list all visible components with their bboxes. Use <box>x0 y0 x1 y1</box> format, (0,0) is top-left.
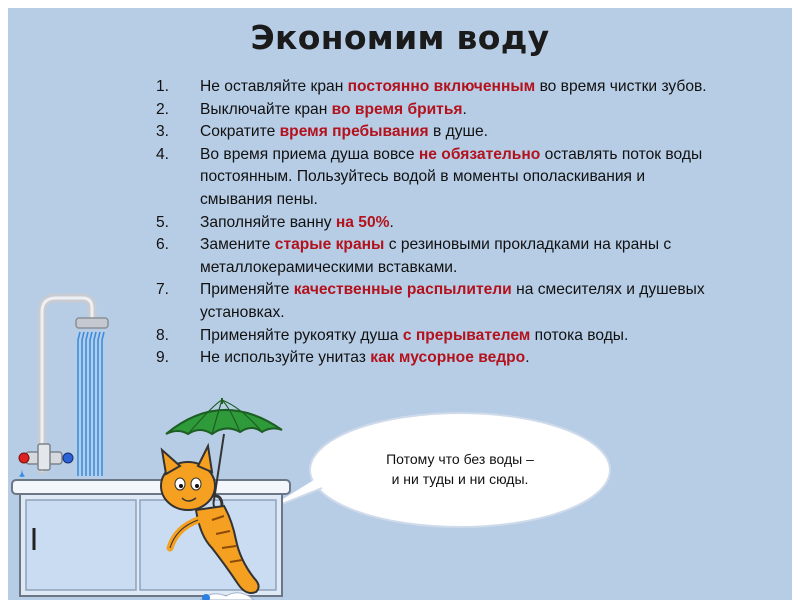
tip-number: 8. <box>156 326 170 344</box>
tip-highlight: не обязательно <box>418 145 541 163</box>
tip-text: с резиновыми прокладками на краны с <box>384 236 672 254</box>
tip-highlight: во время бритья <box>331 100 463 118</box>
water-stream-line <box>102 332 104 476</box>
water-stream <box>78 332 104 476</box>
water-stream-line <box>86 332 88 476</box>
tip-text: . <box>389 213 394 231</box>
tip-text: во время чистки зубов. <box>535 78 707 95</box>
tip-highlight: время пребывания <box>279 123 429 141</box>
tip-text: . <box>525 349 530 367</box>
tip-number: 2. <box>156 100 170 118</box>
tip-number: 6. <box>156 236 170 254</box>
tip-highlight: на 50% <box>335 213 390 231</box>
tip-text: Применяйте рукоятку душа <box>200 326 403 344</box>
tip-text: Применяйте <box>200 281 294 299</box>
tip-number: 1. <box>156 78 170 95</box>
tip-text: оставлять поток воды <box>540 145 703 163</box>
tip-highlight: как мусорное ведро <box>370 349 526 367</box>
tip-text: Не используйте унитаз <box>200 349 371 367</box>
tip-number: 4. <box>156 145 170 163</box>
water-stream-line <box>98 332 100 476</box>
tip-highlight: старые краны <box>274 236 385 254</box>
tip-text: смывания пены. <box>200 190 318 208</box>
tip-number: 3. <box>156 123 170 141</box>
tip-text: Во время приема душа вовсе <box>200 145 419 163</box>
slide-title: Экономим воду <box>250 18 550 57</box>
tip-text: Выключайте кран <box>200 100 332 118</box>
tip-text: Не оставляйте кран <box>200 78 348 95</box>
tip-text: установках. <box>200 303 285 321</box>
tip-number: 9. <box>156 349 170 367</box>
tip-text: на смесителях и душевых <box>511 281 705 299</box>
tip-text: в душе. <box>428 123 489 141</box>
water-stream-line <box>82 332 84 476</box>
shower-head <box>76 318 108 328</box>
tip-number: 5. <box>156 213 170 231</box>
tip-text: Заполняйте ванну <box>200 213 336 231</box>
tip-text: Сократите <box>200 123 280 141</box>
tip-text: . <box>462 100 467 118</box>
tip-highlight: качественные распылители <box>293 281 512 299</box>
water-stream-line <box>78 332 80 476</box>
water-stream-line <box>90 332 92 476</box>
tip-text: Замените <box>200 236 275 254</box>
tip-number: 7. <box>156 281 170 299</box>
water-stream-line <box>94 332 96 476</box>
tip-text: металлокерамическими вставками. <box>200 258 458 276</box>
tip-text: потока воды. <box>530 326 629 344</box>
tip-highlight: постоянно включенным <box>347 78 536 95</box>
speech-bubble-text: Потому что без воды – и ни туды и ни сюды. <box>386 451 534 487</box>
tip-highlight: с прерывателем <box>402 326 531 344</box>
tip-text: постоянным. Пользуйтесь водой в моменты ополаскивания и <box>200 168 646 186</box>
